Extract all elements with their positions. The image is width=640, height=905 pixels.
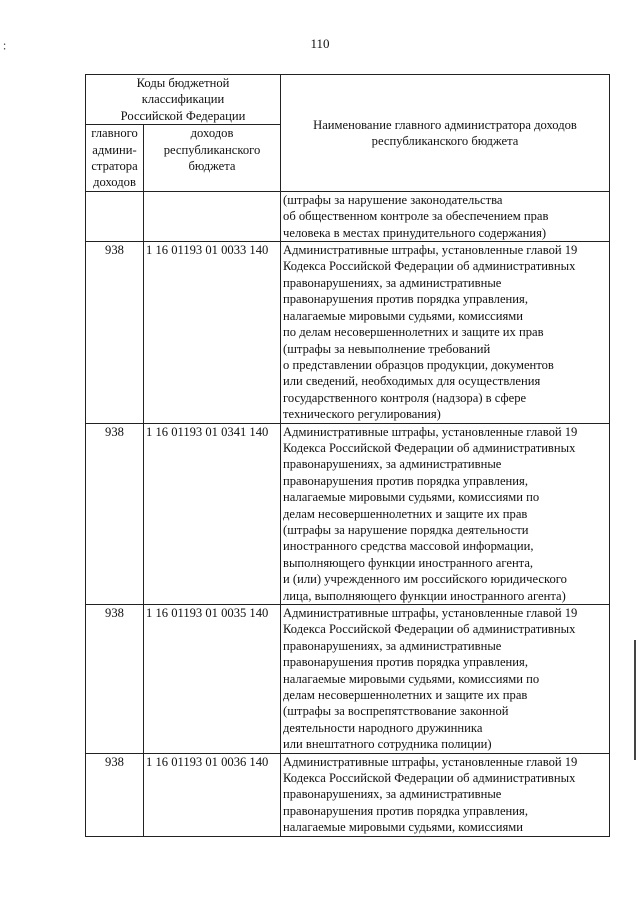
header-line: классификации: [141, 92, 225, 107]
name-line: правонарушениях, за административные: [283, 787, 502, 802]
table-body: [86, 191, 610, 836]
name-line: Административные штрафы, установленные главой 19: [283, 243, 578, 258]
header-line: республиканского: [163, 142, 261, 157]
name-line: правонарушениях, за административные: [283, 638, 502, 653]
name-line: государственного контроля (надзора) в сфере: [283, 390, 527, 405]
name-line: Кодекса Российской Федерации об административных: [283, 622, 576, 637]
name-line: Административные штрафы, установленные главой 19: [283, 754, 578, 769]
administrator-code-cell: 938: [86, 242, 144, 423]
name-line: правонарушения против порядка управления,: [283, 655, 528, 670]
revenue-name-cell: [281, 242, 610, 423]
header-revenue-code: [144, 125, 281, 192]
table-row: [86, 423, 610, 604]
name-line: о представлении образцов продукции, документов: [283, 357, 554, 372]
name-line: правонарушения против порядка управления,: [283, 473, 528, 488]
revenue-name-cell: [281, 191, 610, 241]
name-line: делам несовершеннолетних и защите их прав: [283, 506, 528, 521]
name-line: или внештатного сотрудника полиции): [283, 737, 492, 752]
header-line: бюджета: [188, 159, 236, 174]
header-line: стратора: [91, 159, 138, 174]
name-line: (штрафы за нарушение законодательства: [283, 192, 503, 207]
revenue-name-cell: [281, 753, 610, 836]
name-line: технического регулирования): [283, 407, 441, 422]
table-row: [86, 191, 610, 241]
revenue-name-cell: [281, 423, 610, 604]
header-budget-codes: [86, 75, 281, 125]
name-line: налагаемые мировыми судьями, комиссиями: [283, 308, 523, 323]
budget-classification-table: [85, 74, 610, 837]
page-number: 110: [310, 36, 330, 51]
name-line: выполняющего функции иностранного агента,: [283, 555, 534, 570]
name-line: налагаемые мировыми судьями, комиссиями: [283, 820, 523, 835]
name-line: (штрафы за невыполнение требований: [283, 341, 491, 356]
header-line: республиканского бюджета: [371, 133, 519, 148]
name-line: по делам несовершеннолетних и защите их прав: [283, 325, 544, 340]
name-line: (штрафы за нарушение порядка деятельности: [283, 522, 529, 537]
scan-edge-mark: ∶: [3, 40, 7, 54]
name-line: Кодекса Российской Федерации об административных: [283, 440, 576, 455]
name-line: Административные штрафы, установленные главой 19: [283, 606, 578, 620]
table-row: [86, 242, 610, 423]
header-line: Коды бюджетной: [136, 76, 230, 90]
revenue-code-cell: 1 16 01193 01 0033 140: [144, 242, 281, 423]
name-line: правонарушения против порядка управления,: [283, 803, 528, 818]
scan-artifact-line: [634, 640, 636, 760]
name-line: Административные штрафы, установленные главой 19: [283, 424, 578, 439]
table-row: [86, 605, 610, 754]
name-line: налагаемые мировыми судьями, комиссиями по: [283, 671, 540, 686]
header-administrator-name: [281, 75, 610, 192]
revenue-code-cell: [144, 191, 281, 241]
header-line: админи-: [92, 142, 137, 157]
name-line: деятельности народного дружинника: [283, 720, 483, 735]
name-line: об общественном контроле за обеспечением прав: [283, 209, 549, 224]
header-line: доходов: [93, 175, 136, 190]
revenue-code-cell: 1 16 01193 01 0035 140: [144, 605, 281, 754]
name-line: правонарушениях, за административные: [283, 457, 502, 472]
administrator-code-cell: 938: [86, 423, 144, 604]
name-line: иностранного средства массовой информации,: [283, 539, 534, 554]
name-line: и (или) учрежденного им российского юридического: [283, 572, 567, 587]
header-line: главного: [91, 126, 138, 141]
table-header: [86, 75, 610, 192]
name-line: Кодекса Российской Федерации об административных: [283, 259, 576, 274]
name-line: правонарушениях, за административные: [283, 275, 502, 290]
name-line: налагаемые мировыми судьями, комиссиями по: [283, 490, 540, 505]
table-row: [86, 753, 610, 836]
name-line: или сведений, необходимых для осуществления: [283, 374, 541, 389]
name-line: делам несовершеннолетних и защите их прав: [283, 688, 528, 703]
revenue-code-cell: 1 16 01193 01 0036 140: [144, 753, 281, 836]
administrator-code-cell: 938: [86, 753, 144, 836]
name-line: лица, выполняющего функции иностранного агента): [283, 588, 566, 603]
header-line: Российской Федерации: [120, 108, 246, 123]
header-line: Наименование главного администратора доходов: [313, 117, 577, 132]
name-line: правонарушения против порядка управления,: [283, 292, 528, 307]
administrator-code-cell: 938: [86, 605, 144, 754]
name-line: Кодекса Российской Федерации об административных: [283, 771, 576, 786]
header-line: доходов: [190, 126, 234, 141]
administrator-code-cell: [86, 191, 144, 241]
name-line: (штрафы за воспрепятствование законной: [283, 704, 509, 719]
header-main-administrator: [86, 125, 144, 192]
name-line: человека в местах принудительного содержания): [283, 225, 547, 240]
revenue-name-cell: [281, 605, 610, 754]
revenue-code-cell: 1 16 01193 01 0341 140: [144, 423, 281, 604]
